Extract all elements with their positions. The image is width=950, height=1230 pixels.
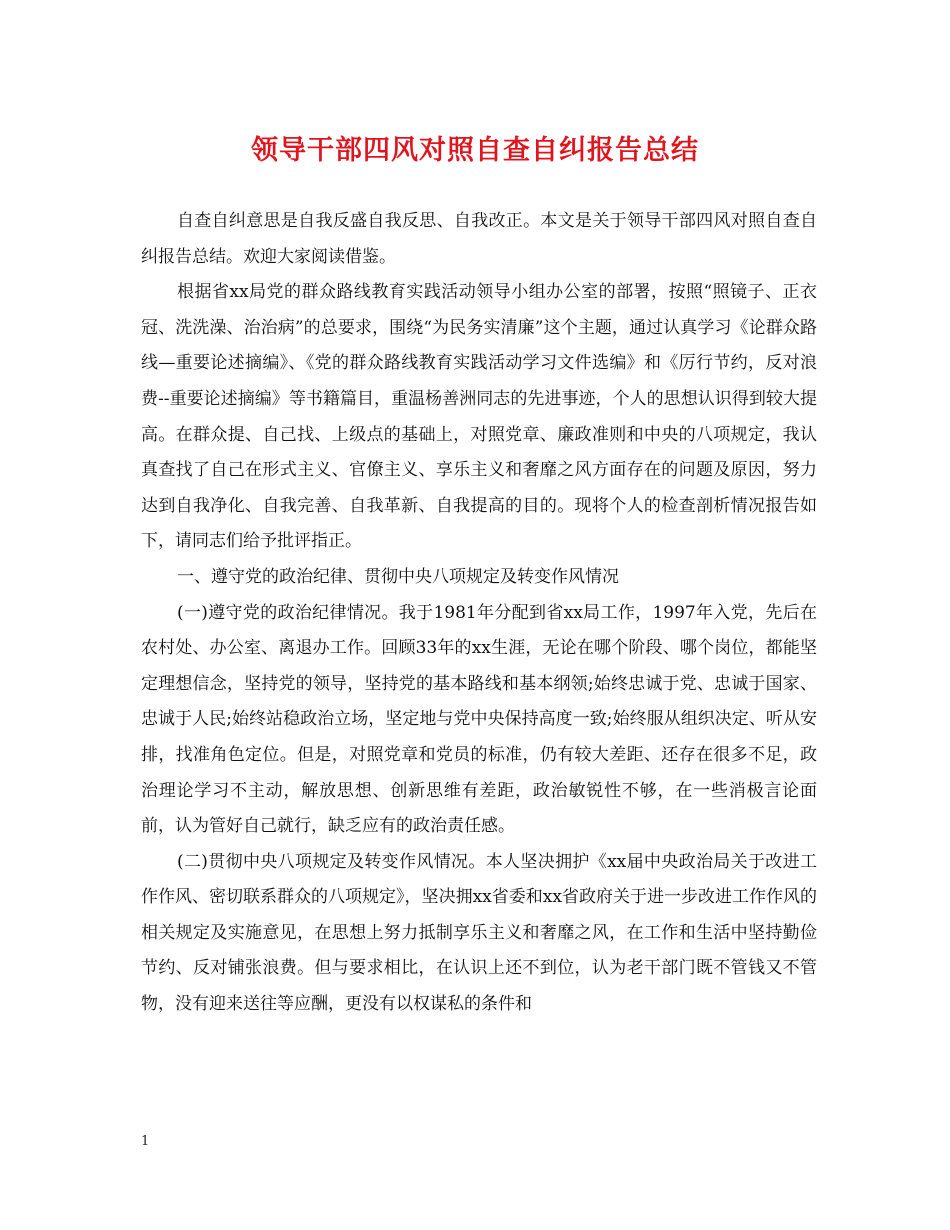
page-number: 1	[141, 1134, 150, 1149]
paragraph-intro: 自查自纠意思是自我反盛自我反思、自我改正。本文是关于领导干部四风对照自查自纠报告总结。欢迎大家阅读借鉴。	[141, 211, 817, 267]
document-title: 领导干部四风对照自查自纠报告总结	[251, 135, 699, 166]
paragraph-background: 根据省xx局党的群众路线教育实践活动领导小组办公室的部署，按照“照镜子、正衣冠、洗洗澡、治治病”的总要求，围绕“为民务实清廉”这个主题，通过认真学习《论群众路线—重要论述摘编》、《党的群众路线教育实践活动学习文件选编》和《厉行节约，反对浪费--重要论述摘编》等书籍篇目，重温杨善洲同志的先进事迹，个人的思想认识得到较大提高。在群众提、自己找、上级点的基础上，对照党章、廉政准则和中央的八项规定，我认真查找了自己在形式主义、官僚主义、享乐主义和奢靡之风方面存在的问题及原因，努力达到自我净化、自我完善、自我革新、自我提高的目的。现将个人的检查剖析情况报告如下，请同志们给予批评指正。	[141, 282, 817, 552]
paragraph-eight-rules: (二)贯彻中央八项规定及转变作风情况。本人坚决拥护《xx届中央政治局关于改进工作作风、密切联系群众的八项规定》，坚决拥xx省委和xx省政府关于进一步改进工作作风的相关规定及实施意见，在思想上努力抵制享乐主义和奢靡之风，在工作和生活中坚持勤俭节约、反对铺张浪费。但与要求相比，在认识上还不到位，认为老干部门既不管钱又不管物，没有迎来送往等应酬，更没有以权谋私的条件和	[141, 851, 817, 1015]
section-heading-1: 一、遵守党的政治纪律、贯彻中央八项规定及转变作风情况	[177, 566, 619, 587]
paragraph-political-discipline: (一)遵守党的政治纪律情况。我于1981年分配到省xx局工作，1997年入党，先后在农村处、办公室、离退办工作。回顾33年的xx生涯，无论在哪个阶段、哪个岗位，都能坚定理想信念，坚持党的领导，坚持党的基本路线和基本纲领;始终忠诚于党、忠诚于国家、忠诚于人民;始终站稳政治立场，坚定地与党中央保持高度一致;始终服从组织决定、听从安排，找准角色定位。但是，对照党章和党员的标准，仍有较大差距、还存在很多不足，政治理论学习不主动，解放思想、创新思维有差距，政治敏锐性不够，在一些消极言论面前，认为管好自己就行，缺乏应有的政治责任感。	[141, 602, 817, 837]
document-body	[141, 204, 817, 1023]
